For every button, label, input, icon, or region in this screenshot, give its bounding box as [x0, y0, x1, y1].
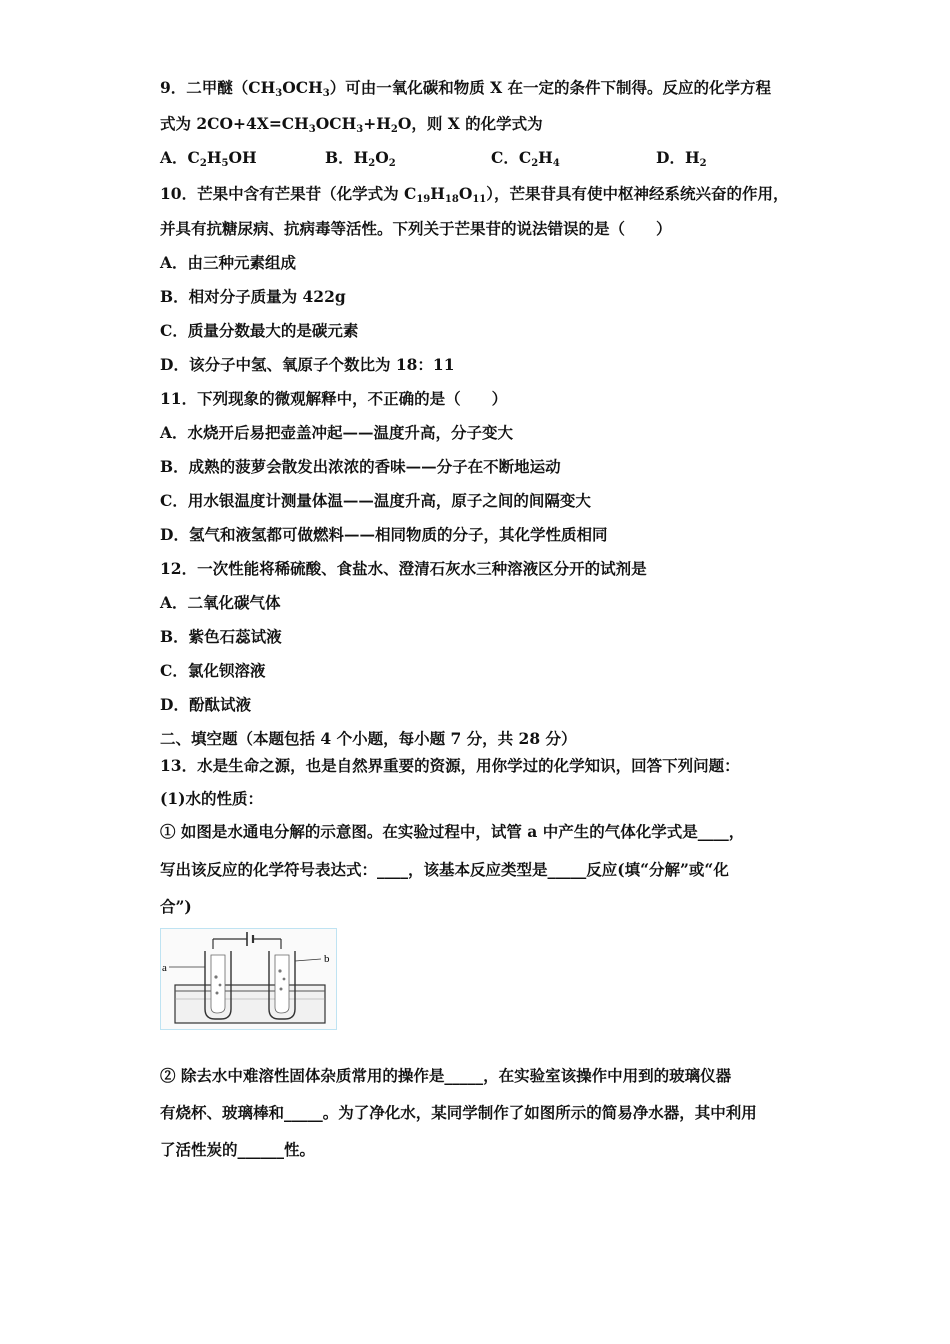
- q9-option-d: D．$H_2$: [656, 148, 707, 169]
- q9-text: 9．二甲醚（CH: [160, 78, 276, 97]
- q12-option-c: C．氯化钡溶液: [160, 661, 266, 680]
- q9-text: O，则 X 的化学式为: [397, 114, 543, 133]
- q12-stem: 12．一次性能将稀硫酸、食盐水、澄清石灰水三种溶液区分开的试剂是: [160, 559, 647, 578]
- q10-option-c: C．质量分数最大的是碳元素: [160, 321, 359, 340]
- section-heading: 二、填空题（本题包括 4 个小题，每小题 7 分，共 28 分）: [160, 729, 577, 748]
- leader-b: [295, 959, 321, 961]
- q11-option-d: D．氢气和液氢都可做燃料——相同物质的分子，其化学性质相同: [160, 525, 608, 544]
- q12-option-a: A．二氧化碳气体: [160, 593, 281, 612]
- q10-stem-line2: 并具有抗糖尿病、抗病毒等活性。下列关于芒果苷的说法错误的是（ ）: [160, 219, 672, 238]
- bubble: [216, 992, 219, 995]
- q10-option-a: A．由三种元素组成: [160, 253, 297, 272]
- q9-text: OCH: [315, 114, 357, 133]
- q9-sub: 3: [308, 124, 316, 135]
- q9-sub: 2: [390, 124, 398, 135]
- q9-text: OCH: [282, 78, 323, 97]
- q10-option-d: D．该分子中氢、氧原子个数比为 18：11: [160, 355, 455, 374]
- test-tube-a-inner: [211, 955, 225, 1013]
- q12-option-b: B．紫色石蕊试液: [160, 627, 282, 646]
- q9-sub: 3: [275, 88, 283, 99]
- q13-subheading: (1)水的性质：: [160, 789, 263, 808]
- q11-option-c: C．用水银温度计测量体温——温度升高，原子之间的间隔变大: [160, 491, 591, 510]
- q9-option-a: A．$C_2H_5OH$: [160, 148, 257, 169]
- q9-text: +H: [363, 114, 391, 133]
- bubble: [280, 988, 283, 991]
- q9-stem-line1: [160, 78, 771, 98]
- q13-part1-line3: 合”): [160, 897, 192, 916]
- label-a: a: [162, 962, 167, 974]
- bubble: [278, 969, 281, 972]
- q11-stem: 11．下列现象的微观解释中，不正确的是（ ）: [160, 389, 508, 408]
- test-tube-b-inner: [275, 955, 289, 1013]
- q13-part1-line2: 写出该反应的化学符号表达式：____，该基本反应类型是_____反应(填“分解”或“化: [160, 860, 729, 879]
- q9-stem-line2: [160, 114, 543, 134]
- q13-part1-line1: ① 如图是水通电分解的示意图。在实验过程中，试管 a 中产生的气体化学式是____，: [160, 822, 745, 841]
- q11-option-a: A．水烧开后易把壶盖冲起——温度升高，分子变大: [160, 423, 514, 442]
- bubble: [283, 978, 286, 981]
- q12-option-d: D．酚酞试液: [160, 695, 251, 714]
- electrolysis-svg: [161, 929, 336, 1029]
- bubble: [214, 975, 217, 978]
- q9-sub: 3: [356, 124, 364, 135]
- label-b: b: [324, 953, 330, 965]
- q10-option-b: B．相对分子质量为 422g: [160, 287, 346, 306]
- q11-option-b: B．成熟的菠萝会散发出浓浓的香味——分子在不断地运动: [160, 457, 561, 476]
- electrolysis-diagram: [160, 928, 337, 1030]
- q13-part2-line3: 了活性炭的______性。: [160, 1140, 316, 1159]
- q13-part2-line2: 有烧杯、玻璃棒和_____。为了净化水，某同学制作了如图所示的简易净水器，其中利用: [160, 1103, 757, 1122]
- bubble: [219, 984, 222, 987]
- q9-option-c: C．$C_2H_4$: [491, 148, 560, 169]
- q9-sub: 3: [322, 88, 330, 99]
- q10-stem-line1: 10．芒果中含有芒果苷（化学式为 $C_{19}H_{18}O_{11}$），芒果苷具有使中枢神经系统兴奋的作用，: [160, 184, 789, 205]
- q13-stem: 13．水是生命之源，也是自然界重要的资源，用你学过的化学知识，回答下列问题：: [160, 756, 740, 775]
- q9-option-b: B．$H_2O_2$: [325, 148, 396, 169]
- q9-text: 式为 2CO+4X=CH: [160, 114, 309, 133]
- q13-part2-line1: ② 除去水中难溶性固体杂质常用的操作是_____，在实验室该操作中用到的玻璃仪器: [160, 1066, 732, 1085]
- q9-text: ）可由一氧化碳和物质 X 在一定的条件下制得。反应的化学方程: [329, 78, 772, 97]
